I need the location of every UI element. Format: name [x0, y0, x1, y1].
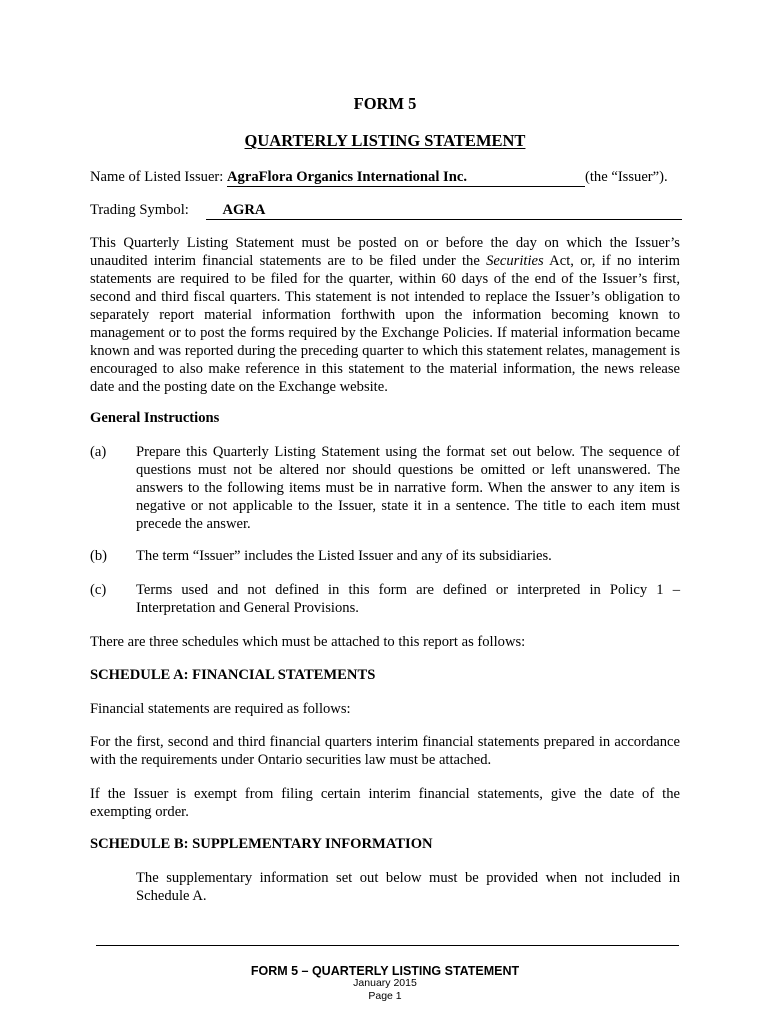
instruction-label: (a)	[90, 444, 107, 460]
trading-symbol-field: AGRA	[206, 202, 682, 220]
footer-page-number: Page 1	[368, 990, 402, 1002]
schedule-a-paragraph: For the first, second and third financial quarters interim financial statements prepared in accordance with the requirements under Ontario securities law must be attached.	[90, 734, 680, 768]
schedule-a-paragraph: If the Issuer is exempt from filing certain interim financial statements, give the date of the exempting order.	[90, 786, 680, 820]
schedule-b-paragraph: The supplementary information set out below must be provided when not included in Schedule A.	[136, 870, 680, 904]
trading-symbol-line	[90, 201, 682, 220]
intro-text-start: This Quarterly Listing Statement must be posted on or before the day on which the Issuer’s unaudited interim financial statements are to be filed under the	[90, 235, 680, 269]
issuer-name-field: AgraFlora Organics International Inc.	[227, 169, 585, 187]
instruction-item	[90, 581, 680, 617]
issuer-label: Name of Listed Issuer:	[90, 169, 224, 185]
footer-title: FORM 5 – QUARTERLY LISTING STATEMENT	[250, 964, 520, 978]
schedule-b-heading: SCHEDULE B: SUPPLEMENTARY INFORMATION	[90, 836, 433, 852]
schedules-intro: There are three schedules which must be attached to this report as follows:	[90, 634, 526, 650]
footer-divider	[96, 945, 679, 946]
issuer-line	[90, 168, 668, 187]
form-subtitle: QUARTERLY LISTING STATEMENT	[244, 131, 526, 150]
schedule-a-paragraph: Financial statements are required as follows:	[90, 701, 351, 717]
footer-date: January 2015	[353, 977, 417, 989]
instruction-item	[90, 443, 680, 533]
instruction-text: Terms used and not defined in this form are defined or interpreted in Policy 1 – Interpretation and General Provisions.	[136, 582, 680, 616]
form-title: FORM 5	[353, 94, 417, 113]
intro-text-end: Act, or, if no interim statements are required to be filed for the quarter, within 60 days of the end of the Issuer’s first, second and third fiscal quarters. This statement is not intended to replace the Issuer’s obligation to separately report material information forthwith upon the information becoming known to management or to post the forms required by the Exchange Policies. If material information became known and was reported during the preceding quarter to which this statement relates, management is encouraged to also make reference in this statement to the material information, the news release date and the posting date on the Exchange website.	[90, 253, 680, 395]
intro-text-italic: Securities	[486, 253, 544, 269]
trading-symbol-label: Trading Symbol:	[90, 202, 189, 218]
instruction-label: (c)	[90, 582, 107, 598]
intro-paragraph	[90, 234, 680, 396]
general-instructions-heading: General Instructions	[90, 410, 220, 426]
issuer-suffix: (the “Issuer”).	[585, 169, 668, 185]
instruction-item	[90, 547, 680, 565]
instruction-label: (b)	[90, 548, 108, 564]
schedule-a-heading: SCHEDULE A: FINANCIAL STATEMENTS	[90, 667, 376, 683]
instruction-text: The term “Issuer” includes the Listed Issuer and any of its subsidiaries.	[136, 548, 552, 564]
instruction-text: Prepare this Quarterly Listing Statement using the format set out below. The sequence of questions must not be altered nor should questions be omitted or left unanswered. The answers to the following items must be in narrative form. When the answer to any item is negative or not applicable to the Issuer, state it in a sentence. The title to each item must precede the answer.	[136, 444, 680, 532]
